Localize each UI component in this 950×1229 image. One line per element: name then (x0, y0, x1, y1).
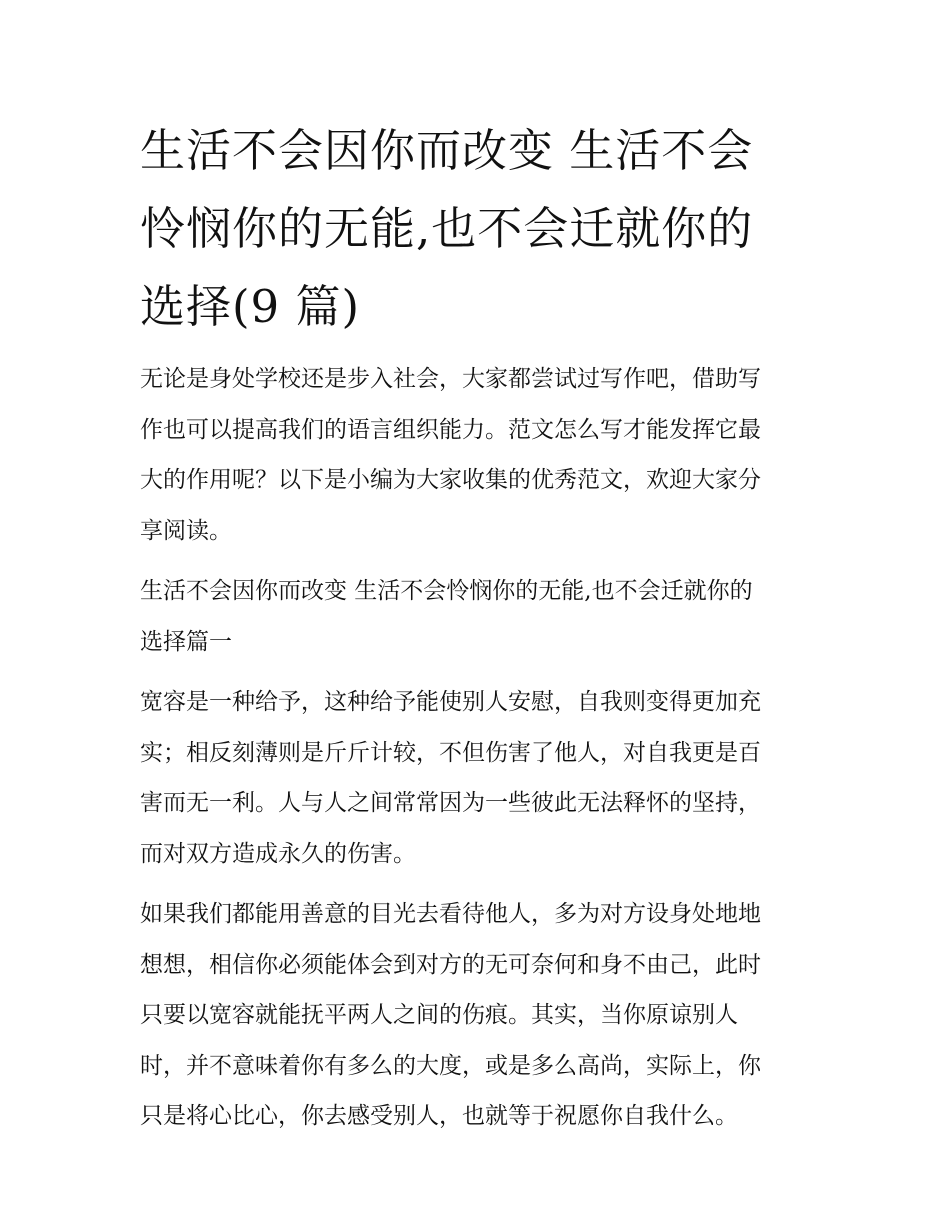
document-title (140, 112, 812, 346)
paragraph-line: 大的作用呢？以下是小编为大家收集的优秀范文，欢迎大家分 (140, 467, 761, 493)
heading-line: 生活不会因你而改变 生活不会怜悯你的无能,也不会迁就你的 (140, 578, 753, 604)
paragraph-line: 只是将心比心，你去感受别人，也就等于祝愿你自我什么。 (140, 1103, 738, 1129)
paragraph-line: 无论是身处学校还是步入社会，大家都尝试过写作吧，借助写 (140, 366, 761, 392)
paragraph-line: 实；相反刻薄则是斤斤计较，不但伤害了他人，对自我更是百 (140, 739, 761, 766)
body-paragraph (140, 889, 812, 1142)
intro-paragraph (140, 354, 812, 556)
paragraph-line: 只要以宽容就能抚平两人之间的伤痕。其实，当你原谅别人 (140, 1002, 738, 1028)
title-line: 选择(9 篇) (140, 280, 361, 333)
document-body (140, 112, 812, 1142)
paragraph-line: 如果我们都能用善意的目光去看待他人，多为对方设身处地地 (140, 901, 761, 927)
title-line: 怜悯你的无能,也不会迁就你的 (140, 202, 754, 255)
body-paragraph (140, 677, 812, 879)
paragraph-line: 享阅读。 (140, 517, 232, 544)
paragraph-line: 害而无一利。人与人之间常常因为一些彼此无法释怀的坚持， (140, 790, 761, 816)
paragraph-line: 想想，相信你必须能体会到对方的无可奈何和身不由己，此时 (140, 951, 761, 978)
paragraph-line: 作也可以提高我们的语言组织能力。范文怎么写才能发挥它最 (140, 416, 761, 443)
paragraph-line: 时，并不意味着你有多么的大度，或是多么高尚，实际上，你 (140, 1052, 761, 1079)
section-heading (140, 566, 812, 667)
paragraph-line: 宽容是一种给予，这种给予能使别人安慰，自我则变得更加充 (140, 689, 761, 715)
paragraph-line: 而对双方造成永久的伤害。 (140, 840, 416, 867)
heading-line: 选择篇一 (140, 628, 232, 655)
title-line: 生活不会因你而改变 生活不会 (140, 124, 754, 177)
